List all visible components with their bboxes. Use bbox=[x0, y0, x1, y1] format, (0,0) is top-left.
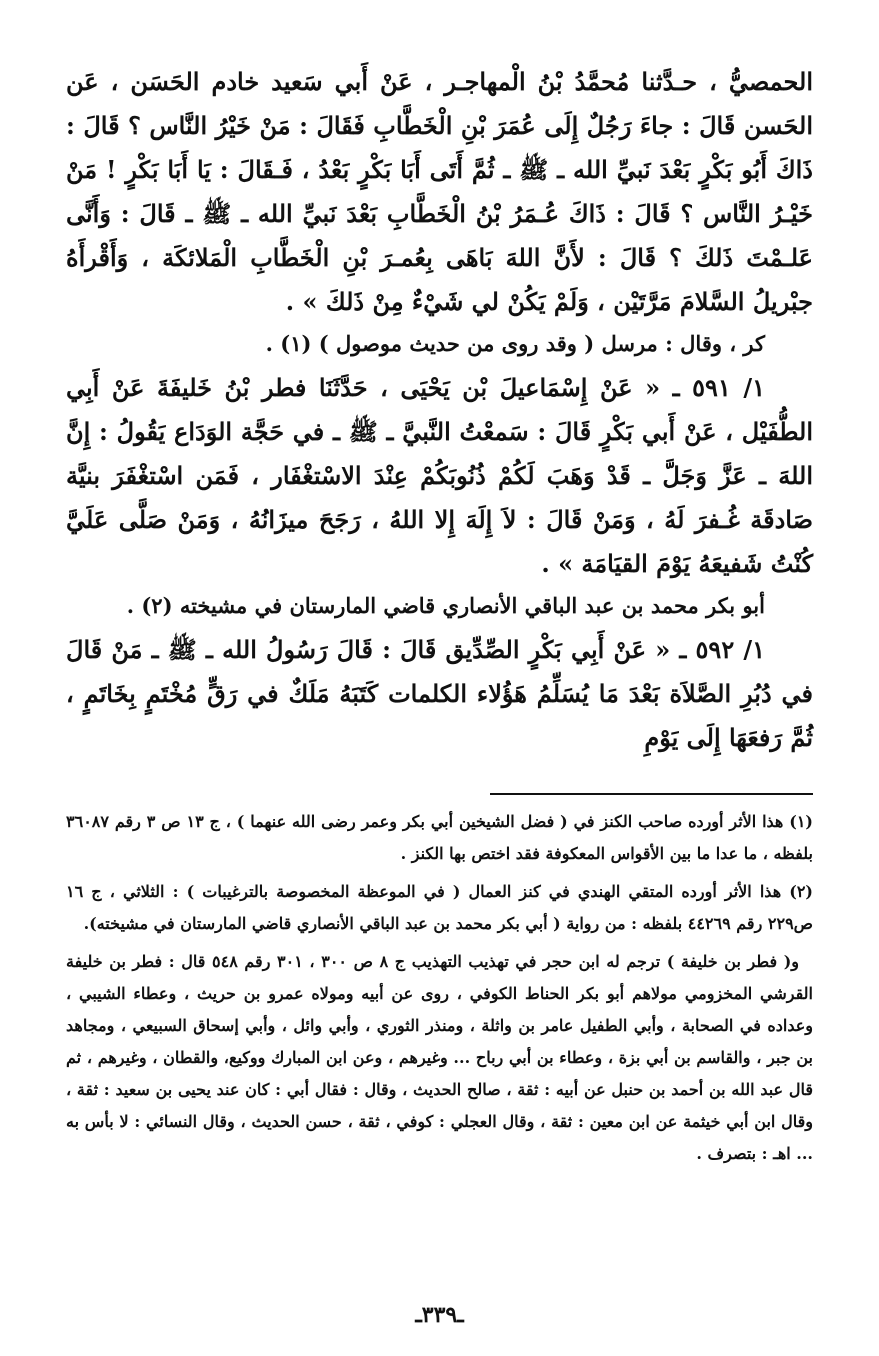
paragraph-hadith-591: ١/ ٥٩١ ـ « عَنْ إِسْمَاعيلَ بْن يَحْيَى ، حَدَّثَنَا فطر بْنُ خَليفَةَ عَنْ أَبِي الطُّفَيْل ، عَنْ أَبي بَكْرٍ قَالَ : سَمعْتُ النَّبيَّ ـ ﷺ ـ في حَجَّة الوَدَاع يَقُولُ : إِنَّ اللهَ ـ عَزَّ وَجَلَّ ـ قَدْ وَهَبَ لَكُمْ ذُنُوبَكُمْ عِنْدَ الاسْتغْفَار ، فَمَن اسْتغْفَرَ بنيَّة صَادقَة غُـفرَ لَهُ ، وَمَنْ قَالَ : لاَ إِلَهَ إِلا اللهُ ، رَجَحَ ميزَانُهُ ، وَمَنْ صَلَّى عَلَيَّ كُنْتُ شَفيعَهُ يَوْمَ القيَامَة » . bbox=[66, 373, 813, 578]
source-attribution-mashyakha: أبو بكر محمد بن عبد الباقي الأنصاري قاضي المارستان في مشيخته (٢) . bbox=[126, 593, 765, 618]
paragraph-hadith-hasan: الحمصيُّ ، حـدَّثنا مُحمَّدُ بْنُ الْمهاجـر ، عَنْ أَبي سَعيد خادم الحَسَن ، عَن الحَسن قَالَ : جاءَ رَجُلٌ إِلَى عُمَرَ بْنِ الْخَطَّابِ فَقَالَ : مَنْ خَيْرُ النَّاس ؟ قَالَ : ذَاكَ أَبُو بَكْرٍ بَعْدَ نَبيِّ الله ـ ﷺ ـ ثُمَّ أَتَى أَبَا بَكْرٍ بَعْدُ ، فَـقَالَ : يَا أَبَا بَكْرٍ ! مَنْ خَيْـرُ النَّاس ؟ قَالَ : ذَاكَ عُـمَرُ بْنُ الْخَطَّابِ بَعْدَ نَبيِّ الله ـ ﷺ ـ قَالَ : وَأَنَّى عَلـمْتَ ذَلكَ ؟ قَالَ : لأَنَّ اللهَ بَاهَى بِعُمـرَ بْنِ الْخَطَّابِ الْمَلائكَة ، وَأَقْرأَهُ جبْريلُ السَّلامَ مَرَّتَيْن ، وَلَمْ يَكُنْ لي شَيْءٌ مِنْ ذَلكَ » . bbox=[66, 67, 813, 316]
source-attribution-kr: كر ، وقال : مرسل ( وقد روى من حديث موصول ) (١) . bbox=[265, 331, 765, 356]
page-number: ـ٣٣٩ـ bbox=[415, 1302, 464, 1328]
footnote-2: (٢) هذا الأثر أورده المتقي الهندي في كنز العمال ( في الموعظة المخصوصة بالترغيبات ) : الثلاثي ، ج ١٦ ص٢٢٩ رقم ٤٤٢٦٩ بلفظه : من رواية ( أبي بكر محمد بن عبد الباقي الأنصاري قاضي المارستان في مشيخته). bbox=[66, 882, 813, 933]
main-text bbox=[66, 60, 813, 760]
footnotes bbox=[66, 806, 813, 1176]
paragraph-hadith-592: ١/ ٥٩٢ ـ « عَنْ أَبِي بَكْرٍ الصِّدِّيق قَالَ : قَالَ رَسُولُ الله ـ ﷺ ـ مَنْ قَالَ في دُبُرِ الصَّلاَة بَعْدَ مَا يُسَلِّمُ هَؤُلاء الكلمات كَتَبَهُ مَلَكٌ في رَقٍّ مُخْتَمٍ بِخَاتَمٍ ، ثُمَّ رَفعَهَا إِلَى يَوْمِ bbox=[66, 635, 813, 752]
footnote-1: (١) هذا الأثر أورده صاحب الكنز في ( فضل الشيخين أبي بكر وعمر رضى الله عنهما ) ، ج ١٣ ص ٣ رقم ٣٦٠٨٧ بلفظه ، ما عدا ما بين الأقواس المعكوفة فقد اختص بها الكنز . bbox=[66, 812, 813, 863]
footnote-2-continuation: و( فطر بن خليفة ) ترجم له ابن حجر في تهذيب التهذيب ج ٨ ص ٣٠٠ ، ٣٠١ رقم ٥٤٨ قال : فطر بن خليفة القرشي المخزومي مولاهم أبو بكر الحناط الكوفي ، روى عن أبيه ومولاه عمرو بن حريث ، وعطاء الشيبي ، وعداده في الصحابة ، وأبي الطفيل عامر بن واثلة ، ومنذر الثوري ، وأبي وائل ، وأبي إسحاق السبيعي ، ومجاهد بن جبر ، والقاسم بن أبي بزة ، وعطاء بن أبي رباح ... وغيرهم ، وعن ابن المبارك ووكيع، والقطان ، وغيرهم ، ثم قال عبد الله بن أحمد بن حنبل عن أبيه : ثقة ، صالح الحديث ، وقال : فقال أبي : كان عند يحيى بن سعيد : ثقة ، وقال ابن أبي خيثمة عن ابن معين : ثقة ، وقال العجلي : كوفي ، ثقة ، حسن الحديث ، وقال النسائي : لا بأس به ... اهـ : بتصرف . bbox=[66, 952, 814, 1163]
footnote-separator bbox=[490, 793, 813, 795]
